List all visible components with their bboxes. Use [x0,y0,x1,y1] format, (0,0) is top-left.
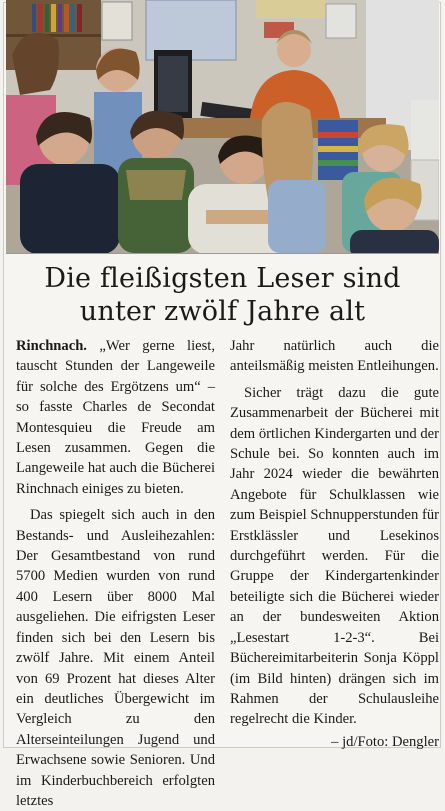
headline-line-1: Die fleißigsten Leser sind [44,263,401,294]
article-paragraph: Das spiegelt sich auch in den Bestands- und Ausleihezahlen: Der Gesamtbestand von rund 5700 Medien wurden von rund 400 Lesern über 8000 Mal ausgeliehen. Die eifrigsten Leser finden sich bei den Lesern bis zwölf Jahre. Mit einem Anteil von 69 Prozent hat dieses Alter ein deutliches Übergewicht im Vergleich zu den Alterseinteilungen Jugend und Erwachsene sowie Senioren. Und im Kinderbuchbereich erfolgten letztes [16,507,215,809]
article-paragraph: Jahr natürlich auch die anteilsmäßig meisten Entleihungen. [230,338,439,375]
article-column-right [230,336,439,752]
paragraph-text: „Wer gerne liest, tauscht Stunden der Langeweile für solche des Ergötzens um“ – so fasste Charles de Secondat Montesquieu die Freude am Lesen zusammen. Gegen die Langeweile hat auch die Bücherei Rinchnach einiges zu bieten. [16,338,215,497]
article-column-left [16,336,215,811]
photo-credit: – jd/Foto: Dengler [331,733,439,750]
article-photo [6,0,439,254]
headline-line-2: unter zwölf Jahre alt [79,296,366,327]
article-paragraph [16,336,215,499]
article-paragraph: Sicher trägt dazu die gute Zusammenarbeit der Bücherei mit dem örtlichen Kindergarten und der Schule bei. So konnten auch im Jahr 2024 wieder die bewährten Angebote für Schulklassen wie zum Beispiel Schnupperstunden für Erstklässler und Lesekinos durchgeführt werden. Für die Gruppe der Kindergartenkinder beteiligte sich die Bücherei wieder an der bundesweiten Aktion „Lesestart 1-2-3“. Bei Büchereimitarbeiterin Sonja Köppl (im Bild hinten) drängen sich im Rahmen der Schulausleihe regelrecht die Kinder. [230,384,439,728]
dateline-place: Rinchnach. [16,338,87,354]
